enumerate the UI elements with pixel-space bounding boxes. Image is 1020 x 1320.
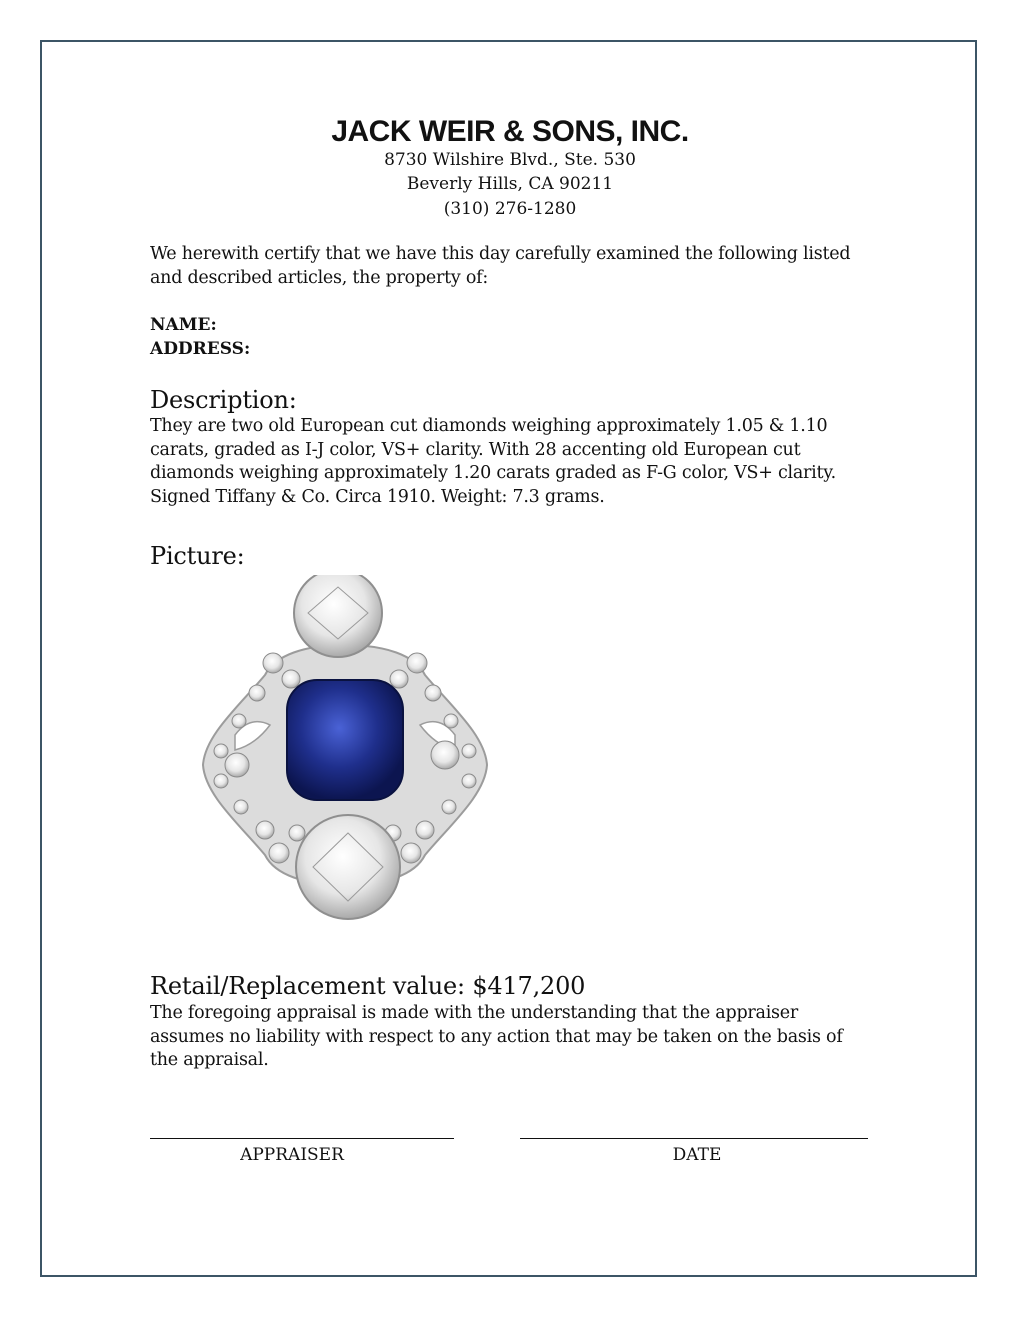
address-line-1: 8730 Wilshire Blvd., Ste. 530 (384, 150, 636, 170)
name-label: NAME: (150, 315, 217, 335)
phone-number: (310) 276-1280 (443, 199, 577, 219)
appraiser-label: APPRAISER (240, 1145, 344, 1165)
address-label: ADDRESS: (150, 339, 251, 359)
address-line-2: Beverly Hills, CA 90211 (406, 174, 614, 194)
date-signature-line (520, 1138, 868, 1139)
date-label: DATE (672, 1145, 722, 1165)
value-disclaimer: The foregoing appraisal is made with the understanding that the appraiser assumes no liability with respect to any action that may be taken on the basis of the appraisal. (150, 1003, 843, 1070)
center-sapphire (287, 680, 403, 800)
company-name: JACK WEIR & SONS, INC. (331, 115, 689, 148)
document-frame (40, 40, 977, 1277)
appraiser-signature-line (150, 1138, 454, 1139)
value-heading: Retail/Replacement value: $417,200 (150, 972, 586, 1000)
picture-heading: Picture: (150, 542, 245, 570)
certify-statement: We herewith certify that we have this day carefully examined the following listed and described articles, the property of: (150, 244, 851, 288)
description-heading: Description: (150, 386, 297, 414)
bottom-diamond (296, 815, 400, 919)
ring-picture (195, 575, 495, 935)
description-text: They are two old European cut diamonds weighing approximately 1.05 & 1.10 carats, graded as I-J color, VS+ clarity. With 28 accenting old European cut diamonds weighing approximately 1.20 carats graded as F-G color, VS+ clarity. Signed Tiffany & Co. Circa 1910. Weight: 7.3 grams. (150, 416, 836, 507)
